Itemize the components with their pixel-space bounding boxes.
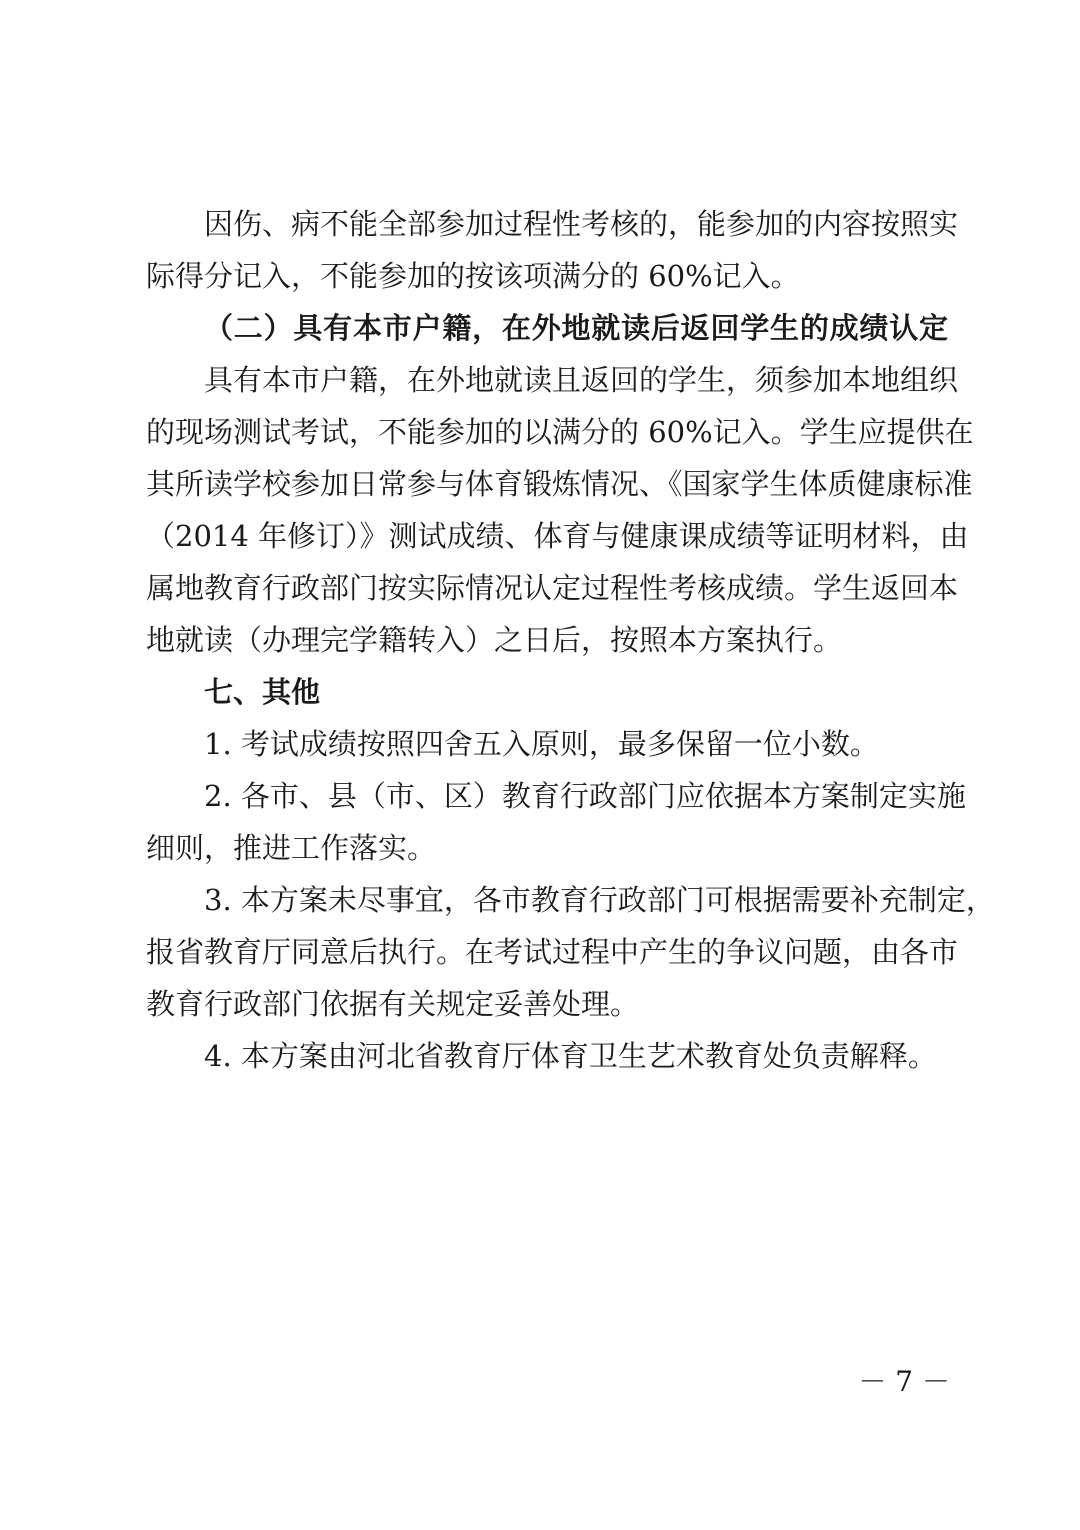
paragraph-line: 的现场测试考试，不能参加的以满分的 60%记入。学生应提供在 [146,415,974,449]
section-heading: （二）具有本市户籍，在外地就读后返回学生的成绩认定 [204,311,948,345]
list-item: 4. 本方案由河北省教育厅体育卫生艺术教育处负责解释。 [204,1039,937,1073]
paragraph-line: 报省教育厅同意后执行。在考试过程中产生的争议问题，由各市 [146,935,959,969]
list-item: 2. 各市、县（市、区）教育行政部门应依据本方案制定实施 [204,779,966,813]
page-number: － 7 － [858,1365,950,1398]
paragraph-line: 因伤、病不能全部参加过程性考核的，能参加的内容按照实 [204,207,959,241]
list-item: 3. 本方案未尽事宜，各市教育行政部门可根据需要补充制定， [204,883,995,917]
paragraph-line: 地就读（办理完学籍转入）之日后，按照本方案执行。 [146,623,843,657]
section-heading: 七、其他 [204,675,321,709]
paragraph-line: 其所读学校参加日常参与体育锻炼情况、《国家学生体质健康标准 [146,467,973,501]
paragraph-line: 属地教育行政部门按实际情况认定过程性考核成绩。学生返回本 [146,571,959,605]
paragraph-line: 际得分记入，不能参加的按该项满分的 60%记入。 [146,259,800,293]
paragraph-line: （2014 年修订）》测试成绩、体育与健康课成绩等证明材料，由 [146,519,969,553]
paragraph-line: 具有本市户籍，在外地就读且返回的学生，须参加本地组织 [204,363,959,397]
list-item: 1. 考试成绩按照四舍五入原则，最多保留一位小数。 [204,727,879,761]
paragraph-line: 教育行政部门依据有关规定妥善处理。 [146,987,640,1021]
paragraph-line: 细则，推进工作落实。 [146,831,437,865]
